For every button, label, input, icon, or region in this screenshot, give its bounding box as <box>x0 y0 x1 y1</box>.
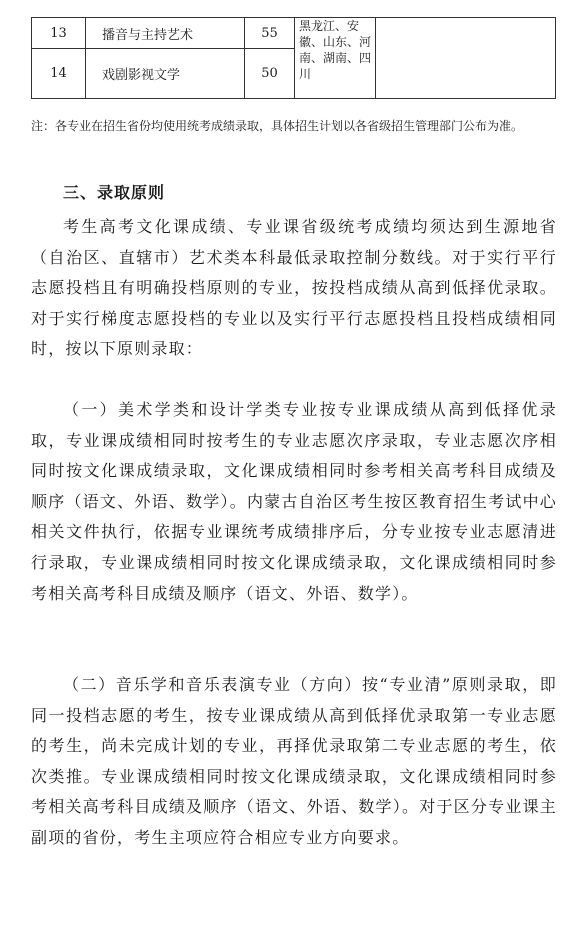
paragraph-intro: 考生高考文化课成绩、专业课省级统考成绩均须达到生源地省（自治区、直辖市）艺术类本科最低录取控制分数线。对于实行平行志愿投档且有明确投档原则的专业，按投档成绩从高到低择优录取。对于实行梯度志愿投档的专业以及实行平行志愿投档且投档成绩相同时，按以下原则录取： <box>31 217 557 359</box>
table-row <box>32 18 556 49</box>
major-name: 播音与主持艺术 <box>86 18 245 49</box>
admission-table <box>31 17 556 99</box>
row-number: 14 <box>32 49 86 99</box>
score-value: 55 <box>245 18 295 49</box>
empty-cell <box>376 18 556 99</box>
major-name: 戏剧影视文学 <box>86 49 245 99</box>
section-heading: 三、录取原则 <box>63 183 166 202</box>
paragraph-music: （二）音乐学和音乐表演专业（方向）按“专业清”原则录取，即同一投档志愿的考生，按专业课成绩从高到低择优录取第一专业志愿的考生，尚未完成计划的专业，再择优录取第二专业志愿的考生，依次类推。专业课成绩相同时按文化课成绩录取，文化课成绩相同时参考相关高考科目成绩及顺序（语文、外语、数学）。对于区分专业课主副项的省份，考生主项应符合相应专业方向要求。 <box>31 675 557 847</box>
paragraph-art-design: （一）美术学类和设计学类专业按专业课成绩从高到低择优录取，专业课成绩相同时按考生的专业志愿次序录取，专业志愿次序相同时按文化课成绩录取，文化课成绩相同时参考相关高考科目成绩及顺序（语文、外语、数学）。内蒙古自治区考生按区教育招生考试中心相关文件执行，依据专业课统考成绩排序后，分专业按专业志愿清进行录取，专业课成绩相同时按文化课成绩录取，文化课成绩相同时参考相关高考科目成绩及顺序（语文、外语、数学）。 <box>31 400 557 603</box>
row-number: 13 <box>32 18 86 49</box>
score-value: 50 <box>245 49 295 99</box>
table-note: 注：各专业在招生省份均使用统考成绩录取，具体招生计划以各省级招生管理部门公布为准。 <box>31 119 524 133</box>
enrollment-provinces: 黑龙江、安徽、山东、河南、湖南、四川 <box>295 18 376 99</box>
